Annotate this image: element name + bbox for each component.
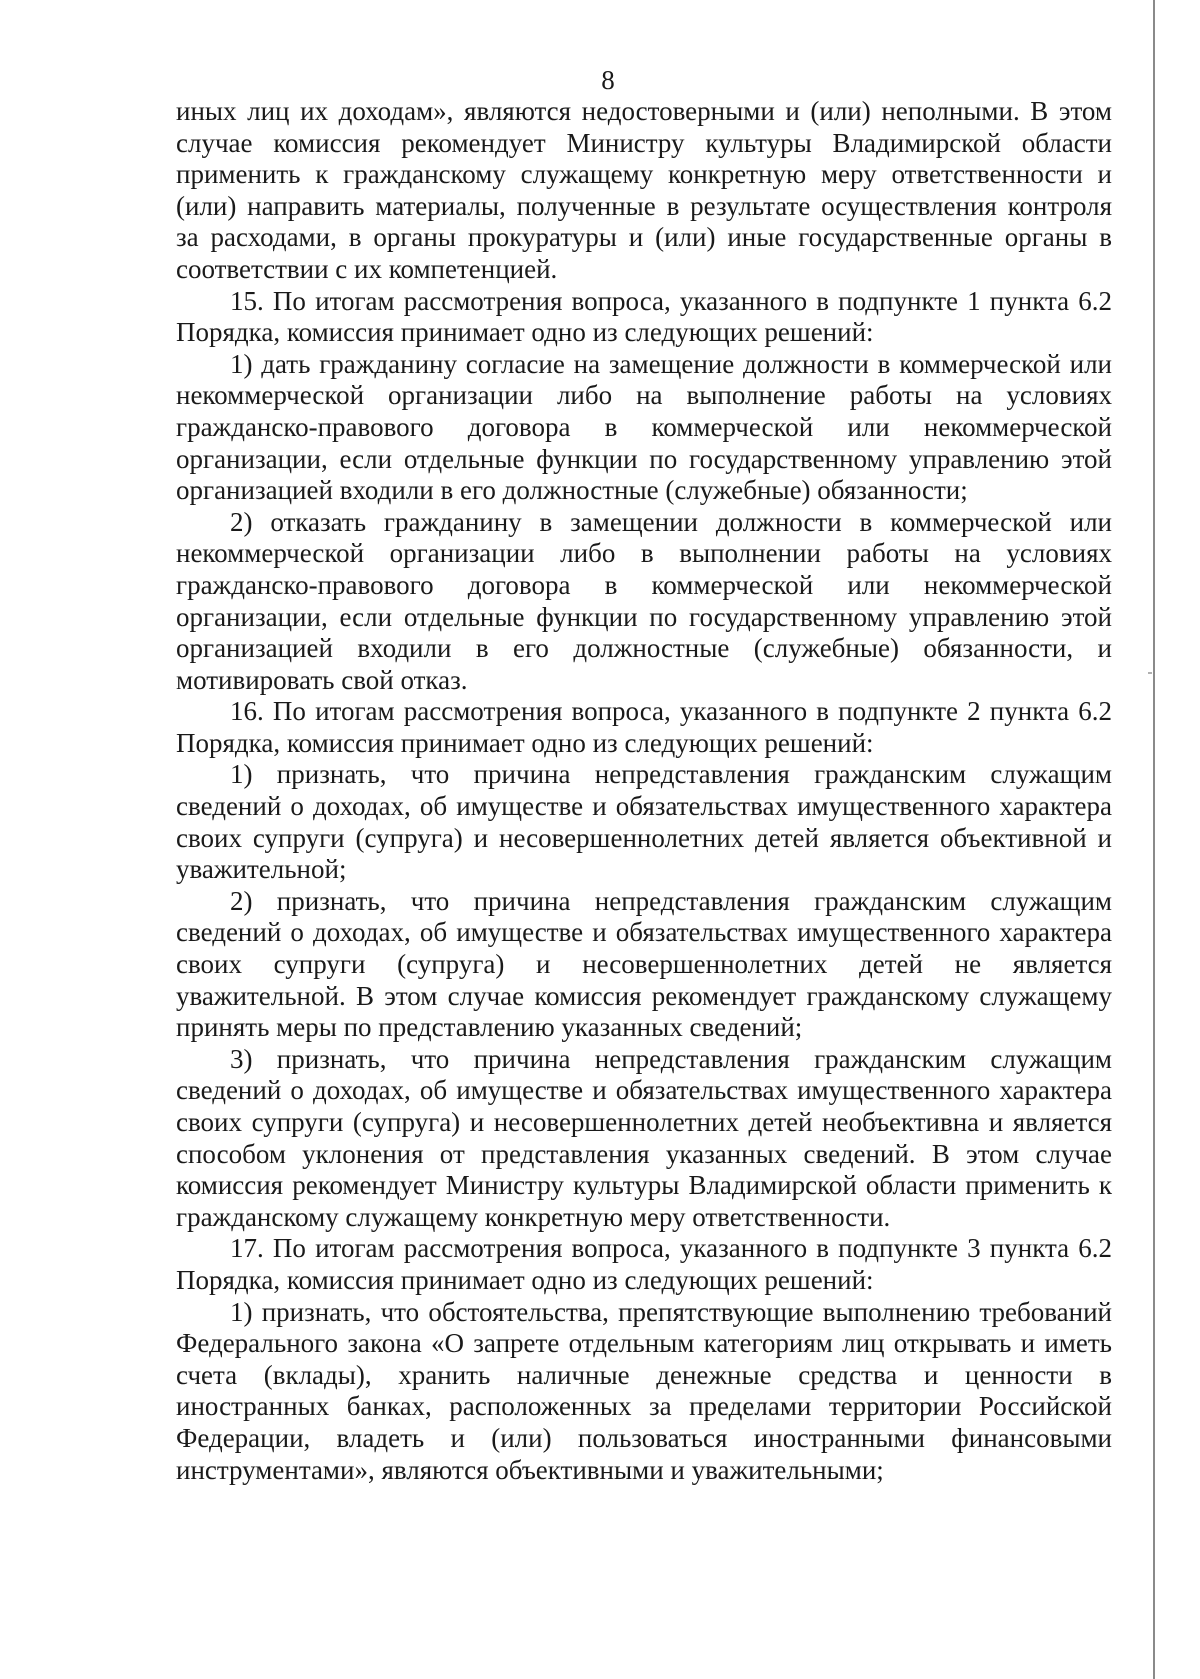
paragraph-item-16: 16. По итогам рассмотрения вопроса, указанного в подпункте 2 пункта 6.2 Порядка, комиссия принимает одно из следующих решений: [176,696,1112,758]
paragraph-16-sub-2: 2) признать, что причина непредставления гражданским служащим сведений о доходах, об имуществе и обязательствах имущественного характера своих супруги (супруга) и несовершеннолетних детей не является уважительной. В этом случае комиссия рекомендует гражданскому служащему принять меры по представлению указанных сведений; [176,885,1112,1043]
paragraph-16-sub-1: 1) признать, что причина непредставления гражданским служащим сведений о доходах, об имуществе и обязательствах имущественного характера своих супруги (супруга) и несовершеннолетних детей является объективной и уважительной; [176,759,1112,885]
paragraph-16-sub-3: 3) признать, что причина непредставления гражданским служащим сведений о доходах, об имуществе и обязательствах имущественного характера своих супруги (супруга) и несовершеннолетних детей необъективна и является способом уклонения от представления указанных сведений. В этом случае комиссия рекомендует Министру культуры Владимирской области применить к гражданскому служащему конкретную меру ответственности. [176,1043,1112,1232]
paragraph-continuation: иных лиц их доходам», являются недостоверными и (или) неполными. В этом случае комиссия рекомендует Министру культуры Владимирской области применить к гражданскому служащему конкретную меру ответственности и (или) направить материалы, полученные в результате осуществления контроля за расходами, в органы прокуратуры и (или) иные государственные органы в соответствии с их компетенцией. [176,96,1112,284]
paragraph-item-17: 17. По итогам рассмотрения вопроса, указанного в подпункте 3 пункта 6.2 Порядка, комиссия принимает одно из следующих решений: [176,1233,1112,1295]
page-number: 8 [601,65,615,95]
paragraph-17-sub-1: 1) признать, что обстоятельства, препятствующие выполнению требований Федерального закона «О запрете отдельным категориям лиц открывать и иметь счета (вклады), хранить наличные денежные средства и ценности в иностранных банках, расположенных за пределами территории Российской Федерации, владеть и (или) пользоваться иностранными финансовыми инструментами», являются объективными и уважительными; [176,1296,1112,1485]
paragraph-15-sub-2: 2) отказать гражданину в замещении должности в коммерческой или некоммерческой организации либо в выполнении работы на условиях гражданско-правового договора в коммерческой или некоммерческой организации, если отдельные функции по государственному управлению этой организацией входили в его должностные (служебные) обязанности, и мотивировать свой отказ. [176,506,1112,695]
paragraph-15-sub-1: 1) дать гражданину согласие на замещение должности в коммерческой или некоммерческой организации либо на выполнение работы на условиях гражданско-правового договора в коммерческой или некоммерческой организации, если отдельные функции по государственному управлению этой организацией входили в его должностные (служебные) обязанности; [176,348,1112,506]
scan-mark [1148,672,1152,674]
paragraph-item-15: 15. По итогам рассмотрения вопроса, указанного в подпункте 1 пункта 6.2 Порядка, комиссия принимает одно из следующих решений: [176,285,1112,348]
document-body [176,96,1112,1486]
scan-edge-line [1153,0,1155,1679]
